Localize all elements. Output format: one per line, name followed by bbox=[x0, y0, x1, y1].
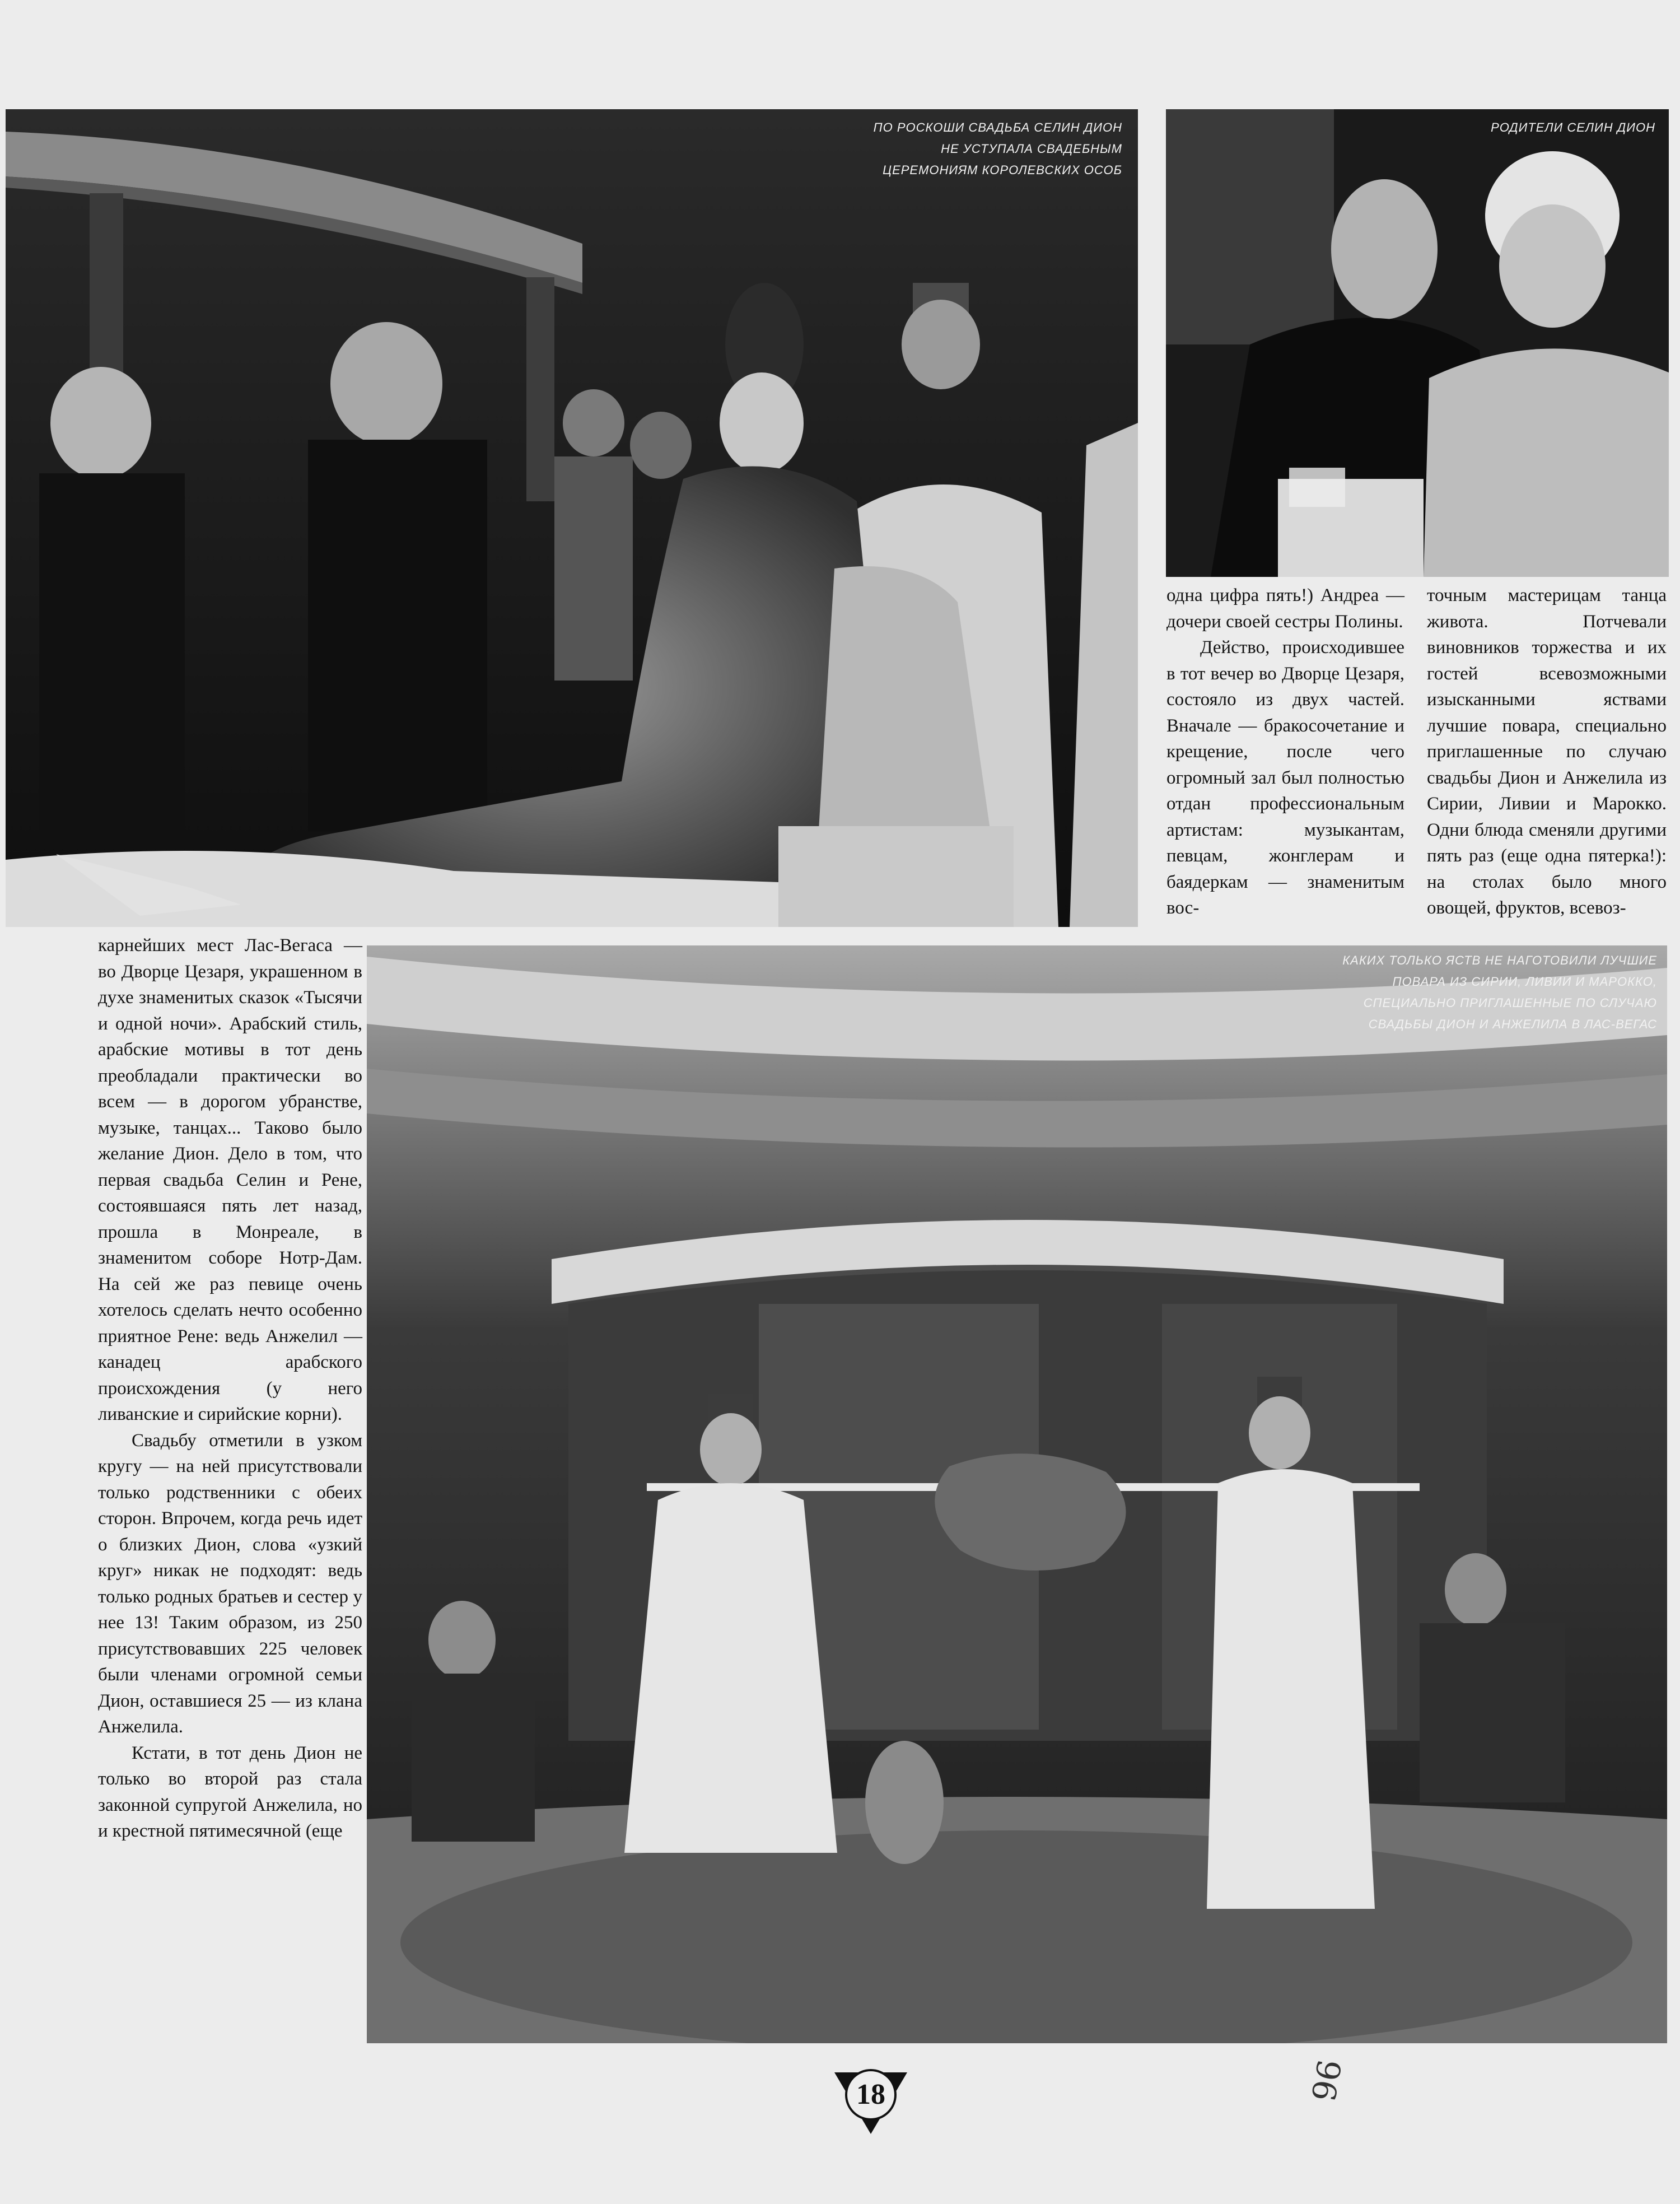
text-column-top-left bbox=[1166, 583, 1404, 921]
caption-line: СПЕЦИАЛЬНО ПРИГЛАШЕННЫЕ ПО СЛУЧАЮ bbox=[1363, 996, 1657, 1010]
caption-line: СВАДЬБЫ ДИОН И АНЖЕЛИЛА В ЛАС-ВЕГАС bbox=[1368, 1017, 1657, 1031]
feast-photo-image bbox=[367, 945, 1667, 2043]
feast-photo bbox=[367, 945, 1667, 2043]
page-number: 18 bbox=[856, 2079, 885, 2110]
caption-line: РОДИТЕЛИ СЕЛИН ДИОН bbox=[1491, 120, 1655, 134]
paragraph: карнейших мест Лас-Вегаса — во Дворце Цезаря, украшенном в духе знаменитых сказок «Тысячи и одной ночи». Арабский стиль, арабские мотивы в тот день преобладали практически во всем — в дорогом убранстве, музыке, танцах... Таково было желание Дион. Дело в том, что первая свадьба Селин и Рене, состоявшаяся пять лет назад, прошла в Монреале, в знаменитом соборе Нотр-Дам. На сей же раз певице очень хотелось сделать нечто особенно приятное Рене: ведь Анжелил — канадец арабского происхождения (у него ливанские и сирийские корни). bbox=[98, 935, 362, 1424]
page-number-badge bbox=[834, 2064, 907, 2137]
paragraph: одна цифра пять!) Андреа — дочери своей сестры Полины. bbox=[1166, 585, 1404, 632]
caption-line: ЦЕРЕМОНИЯМ КОРОЛЕВСКИХ ОСОБ bbox=[883, 163, 1122, 177]
caption-line: НЕ УСТУПАЛА СВАДЕБНЫМ bbox=[941, 142, 1122, 156]
wedding-photo bbox=[6, 109, 1138, 927]
paragraph: Действо, происходившее в тот вечер во Дворце Цезаря, состояло из двух частей. Вначале — бракосочетание и крещение, после чего огромный зал был полностью отдан профессиональным артистам: музыкантам, певцам, жонглерам и баядеркам — знаменитым вос- bbox=[1166, 637, 1404, 918]
wedding-photo-caption bbox=[874, 117, 1122, 181]
text-column-left bbox=[98, 933, 362, 1844]
parents-photo-caption bbox=[1491, 117, 1655, 138]
wedding-photo-image bbox=[6, 109, 1138, 927]
caption-line: КАКИХ ТОЛЬКО ЯСТВ НЕ НАГОТОВИЛИ ЛУЧШИЕ bbox=[1342, 953, 1657, 967]
parents-photo bbox=[1166, 109, 1669, 577]
handwritten-note: 96 bbox=[1305, 2057, 1350, 2104]
caption-line: ПО РОСКОШИ СВАДЬБА СЕЛИН ДИОН bbox=[873, 120, 1122, 134]
parents-photo-image bbox=[1166, 109, 1669, 577]
text-column-top-right bbox=[1427, 583, 1667, 921]
caption-line: ПОВАРА ИЗ СИРИИ, ЛИВИИ И МАРОККО, bbox=[1392, 975, 1657, 989]
paragraph: Кстати, в тот день Дион не только во второй раз стала законной супругой Анжелила, но и крестной пятимесячной (еще bbox=[98, 1742, 362, 1841]
paragraph: Свадьбу отметили в узком кругу — на ней присутствовали только родственники с обеих сторон. Впрочем, когда речь идет о близких Дион, слова «узкий круг» никак не подходят: ведь только родных братьев и сестер у нее 13! Таким образом, из 250 присутствовавших 225 человек были членами огромной семьи Дион, оставшиеся 25 — из клана Анжелила. bbox=[98, 1430, 362, 1737]
paragraph: точным мастерицам танца живота. Потчевали виновников торжества и их гостей всевозможными изысканными яствами лучшие повара, специально приглашенные по случаю свадьбы Дион и Анжелила из Сирии, Ливии и Марокко. Одни блюда сменяли другими пять раз (еще одна пятерка!): на столах было много овощей, фруктов, всевоз- bbox=[1427, 585, 1667, 918]
feast-photo-caption bbox=[1342, 950, 1657, 1035]
